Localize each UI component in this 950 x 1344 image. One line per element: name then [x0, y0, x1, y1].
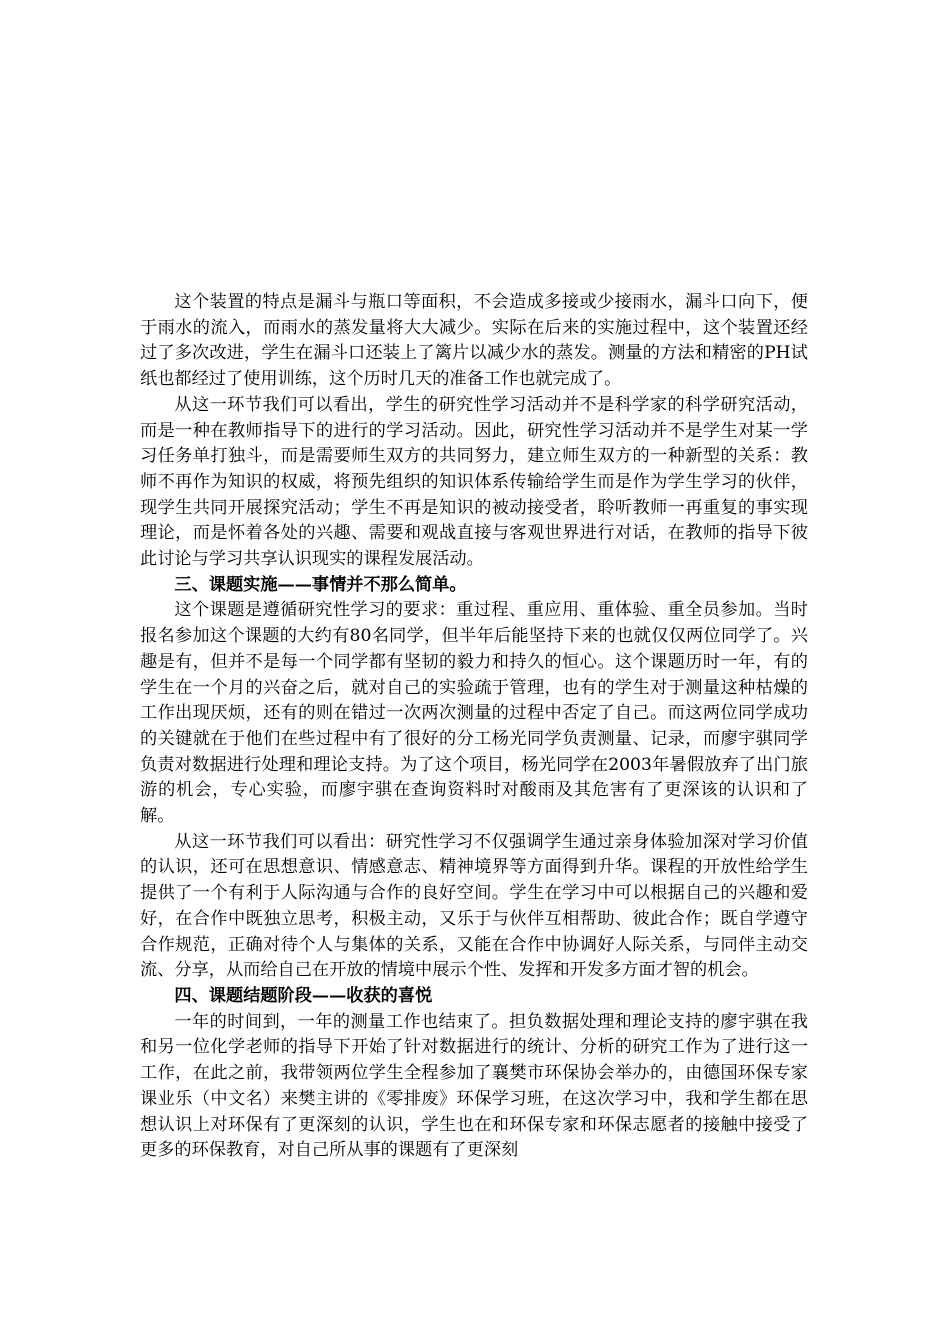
paragraph-learning-value: 从这一环节我们可以看出：研究性学习不仅强调学生通过亲身体验加深对学习价值的认识，还可在思想意识、情感意志、精神境界等方面得到升华。课程的开放性给学生提供了一个有利于人际沟通与合作的良好空间。学生在学习中可以根据自己的兴趣和爱好，在合作中既独立思考，积极主动，又乐于与伙伴互相帮助、彼此合作；既自学遵守合作规范，正确对待个人与集体的关系，又能在合作中协调好人际关系，与同伴主动交流、分享，从而给自己在开放的情境中展示个性、发挥和开发多方面才智的机会。	[140, 831, 808, 981]
paragraph-learning-activity: 从这一环节我们可以看出，学生的研究性学习活动并不是科学家的科学研究活动，而是一种在教师指导下的进行的学习活动。因此，研究性学习活动并不是学生对某一学习任务单打独斗，而是需要师生双方的共同努力，建立师生双方的一种新型的关系：教师不再作为知识的权威，将预先组织的知识体系传输给学生而是作为学生学习的伙伴，现学生共同开展探究活动；学生不再是知识的被动接受者，聆听教师一再重复的事实现理论，而是怀着各处的兴趣、需要和观战直接与客观世界进行对话，在教师的指导下彼此讨论与学习共享认识现实的课程发展活动。	[140, 394, 808, 570]
section-heading-conclusion: 四、课题结题阶段——收获的喜悦	[174, 985, 433, 1006]
section-heading-implementation: 三、课题实施——事情并不那么简单。	[174, 574, 467, 595]
paragraph-year-end: 一年的时间到，一年的测量工作也结束了。担负数据处理和理论支持的廖宇骐在我和另一位化学老师的指导下开始了针对数据进行的统计、分析的研究工作为了进行这一工作，在此之前，我带领两位学生全程参加了襄樊市环保协会举办的，由德国环保专家课业乐（中文名）来樊主讲的《零排废》环保学习班，在这次学习中，我和学生都在思想认识上对环保有了更深刻的认识，学生也在和环保专家和环保志愿者的接触中接受了更多的环保教育，对自己所从事的课题有了更深刻	[140, 1011, 808, 1161]
document-body	[140, 290, 808, 1164]
paragraph-device-features: 这个装置的特点是漏斗与瓶口等面积，不会造成多接或少接雨水，漏斗口向下，便于雨水的流入，而雨水的蒸发量将大大减少。实际在后来的实施过程中，这个装置还经过了多次改进，学生在漏斗口还装上了篱片以减少水的蒸发。测量的方法和精密的PH试纸也都经过了使用训练，这个历时几天的准备工作也就完成了。	[140, 292, 808, 390]
paragraph-project-requirements: 这个课题是遵循研究性学习的要求：重过程、重应用、重体验、重全员参加。当时报名参加这个课题的大约有80名同学，但半年后能坚持下来的也就仅仅两位同学了。兴趣是有，但并不是每一个同学都有坚韧的毅力和持久的恒心。这个课题历时一年，有的学生在一个月的兴奋之后，就对自己的实验疏于管理，也有的学生对于测量这种枯燥的工作出现厌烦，还有的则在错过一次两次测量的过程中否定了自己。而这两位同学成功的关键就在于他们在些过程中有了很好的分工杨光同学负责测量、记录，而廖宇骐同学负责对数据进行处理和理论支持。为了这个项目，杨光同学在2003年暑假放弃了出门旅游的机会，专心实验，而廖宇骐在查询资料时对酸雨及其危害有了更深该的认识和了解。	[140, 600, 808, 827]
